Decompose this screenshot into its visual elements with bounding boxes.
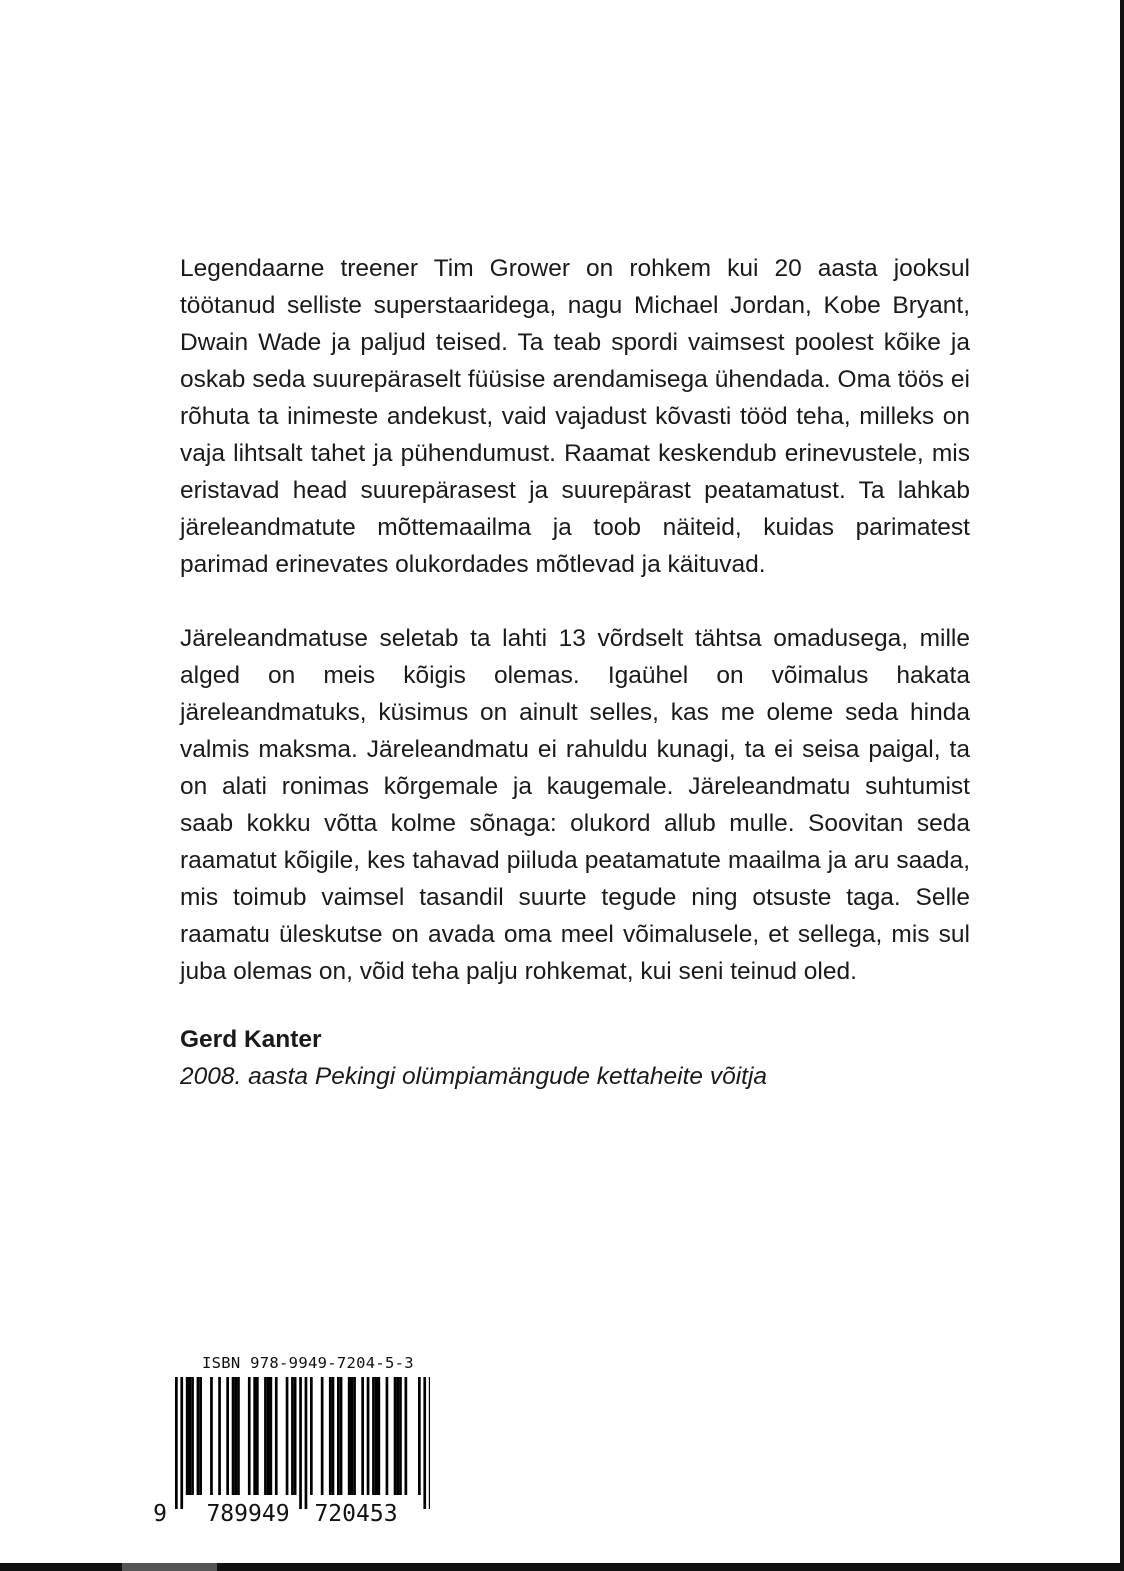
back-cover-text [180,250,970,1095]
barcode-bar [286,1377,289,1495]
barcode-guard-bar [429,1377,430,1509]
barcode-bar [372,1377,375,1495]
barcode-bars [175,1377,430,1509]
barcode-bar [291,1377,294,1495]
barcode-bar [367,1377,370,1495]
barcode-guard-bar [299,1377,302,1509]
barcode-bar [232,1377,235,1495]
blurb-paragraph-1: Legendaarne treener Tim Grower on rohkem kui 20 aasta jooksul töötanud selliste superstaaridega, nagu Michael Jordan, Kobe Bryant, Dwain Wade ja paljud teised. Ta teab spordi vaimsest poolest kõike ja oskab seda suurepäraselt füüsise arendamisega ühendada. Oma töös ei rõhuta ta inimeste andekust, vaid vajadust kõvasti tööd teha, milleks on vaja lihtsalt tahet ja pühendumust. Raamat keskendub erinevustele, mis eristavad head suurepärasest ja suurepärast peatamatust. Ta lahkab järeleandmatute mõttemaailma ja toob näiteid, kuidas parimatest parimad erinevates olukordades mõtlevad ja käituvad. [180,255,970,578]
barcode-bar [218,1377,221,1495]
barcode-bar [267,1377,270,1495]
author-name: Gerd Kanter [180,1026,322,1053]
page-bottom-edge-segment [122,1563,217,1571]
barcode-bar [375,1377,378,1495]
barcode-bar [394,1377,397,1495]
barcode-guard-bar [305,1377,308,1509]
isbn-label: ISBN 978-9949-7204-5-3 [202,1354,414,1372]
barcode-bar [275,1377,278,1495]
barcode-bar [321,1377,324,1495]
barcode-bar [353,1377,356,1495]
barcode-bar [199,1377,202,1495]
barcode-guard-bar [175,1377,178,1509]
barcode-bar [405,1377,408,1495]
barcode-bar [256,1377,259,1495]
barcode-bar [351,1377,354,1495]
barcode-bar [348,1377,351,1495]
author-role: 2008. aasta Pekingi olümpiamängude kettaheite võitja [180,1063,768,1090]
barcode-bar [191,1377,194,1495]
barcode-guard-bar [180,1377,183,1509]
barcode-bar [396,1377,399,1495]
barcode-bar [248,1377,251,1495]
barcode-bar [226,1377,229,1495]
ean-first-digit: 9 [153,1501,167,1527]
barcode-bar [210,1377,213,1495]
ean-left-digits: 789949 [206,1501,290,1527]
barcode-bar [186,1377,189,1495]
barcode-bar [310,1377,313,1495]
ean-right-digits: 720453 [314,1501,398,1527]
barcode-bar [399,1377,402,1495]
barcode-bar [253,1377,256,1495]
barcode-bar [197,1377,200,1495]
isbn-barcode [150,1375,430,1527]
blurb-paragraph-2: Järeleandmatuse seletab ta lahti 13 võrdselt tähtsa omadusega, mille alged on meis kõigis olemas. Igaühel on võimalus hakata järeleandmatuks, küsimus on ainult selles, kas me oleme seda hinda valmis maksma. Järeleandmatu ei rahuldu kunagi, ta ei seisa paigal, ta on alati ronimas kõrgemale ja kaugemale. Järeleandmatu suhtumist saab kokku võtta kolme sõnaga: olukord allub mulle. Soovitan seda raamatut kõigile, kes tahavad piiluda peatamatute maailma ja aru saada, mis toimub vaimsel tasandil suurte tegude ning otsuste taga. Selle raamatu üleskutse on avada oma meel võimalusele, et sellega, mis sul juba olemas on, võid teha palju rohkemat, kui seni teinud oled. [180,625,970,985]
barcode-bar [237,1377,240,1495]
barcode-bar [337,1377,340,1495]
barcode-bar [378,1377,381,1495]
barcode-bar [234,1377,237,1495]
barcode-bar [294,1377,297,1495]
barcode-bar [386,1377,389,1495]
barcode-bar [418,1377,421,1495]
page-right-edge [1120,0,1124,1571]
barcode-bar [189,1377,192,1495]
barcode-bar [270,1377,273,1495]
barcode-bar [332,1377,335,1495]
barcode-bar [329,1377,332,1495]
barcode-bar [340,1377,343,1495]
barcode-bar [361,1377,364,1495]
page-bottom-edge [0,1563,1124,1571]
barcode-bar [264,1377,267,1495]
barcode-guard-bar [423,1377,426,1509]
